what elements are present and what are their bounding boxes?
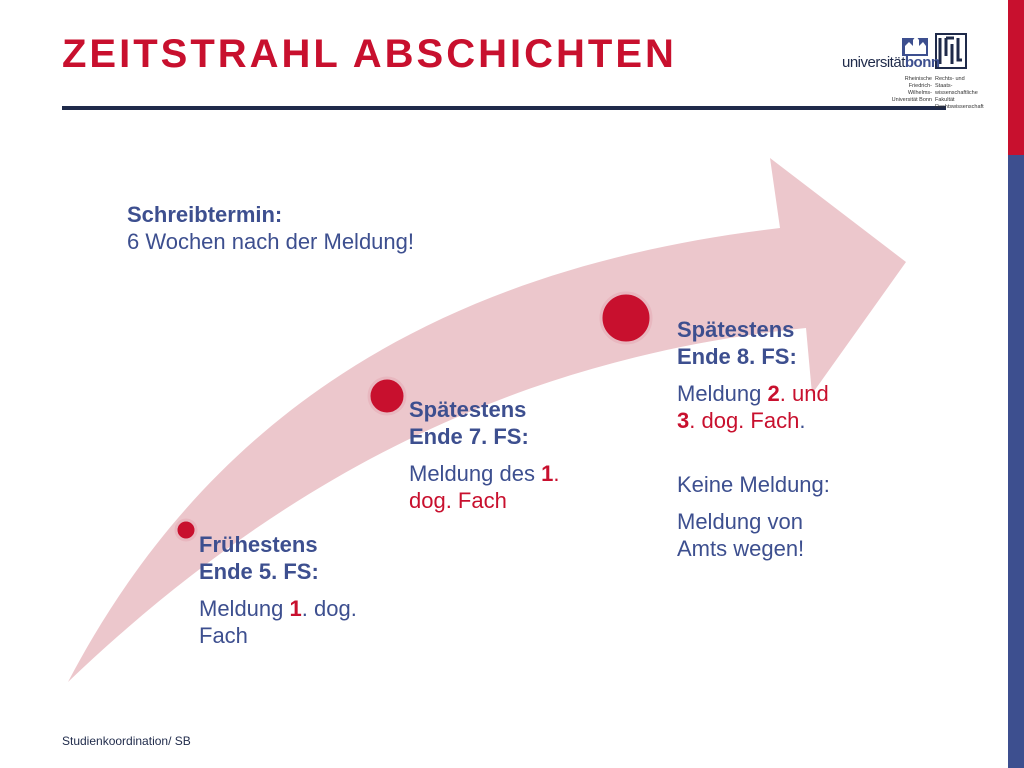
logo-wordmark: universitätbonn [842,54,940,71]
milestone-3-body: Meldung 2. und 3. dog. Fach. [677,381,829,433]
milestone-marker-2 [369,378,405,414]
side-color-bar [1008,0,1024,768]
milestone-2-body: Meldung des 1. dog. Fach [409,461,560,513]
milestone-3-extra: Keine Meldung: Meldung von Amts wegen! [677,472,830,561]
footer-text: Studienkoordination/ SB [62,734,191,748]
schedule-note: Schreibtermin: 6 Wochen nach der Meldung! [127,202,414,254]
milestone-1-heading: Frühestens Ende 5. FS: [199,532,319,584]
milestone-marker-1 [176,520,196,540]
milestone-1 [199,531,357,649]
logo-subtitle-right: Rechts- und Staats- wissenschaftliche Fakultät Rechtswissenschaft [935,76,984,110]
milestone-3-heading: Spätestens Ende 8. FS: [677,317,797,369]
milestone-2-heading: Spätestens Ende 7. FS: [409,397,529,449]
side-bar-blue-segment [1008,155,1024,768]
page-title: ZEITSTRAHL ABSCHICHTEN [62,32,677,76]
milestone-2 [409,396,559,514]
milestone-1-body: Meldung 1. dog. Fach [199,596,357,648]
milestone-marker-3 [601,293,651,343]
side-bar-red-segment [1008,0,1024,155]
logo-subtitle-left: Rheinische Friedrich-Wilhelms- Universität Bonn [891,76,932,103]
milestone-3 [677,316,830,562]
